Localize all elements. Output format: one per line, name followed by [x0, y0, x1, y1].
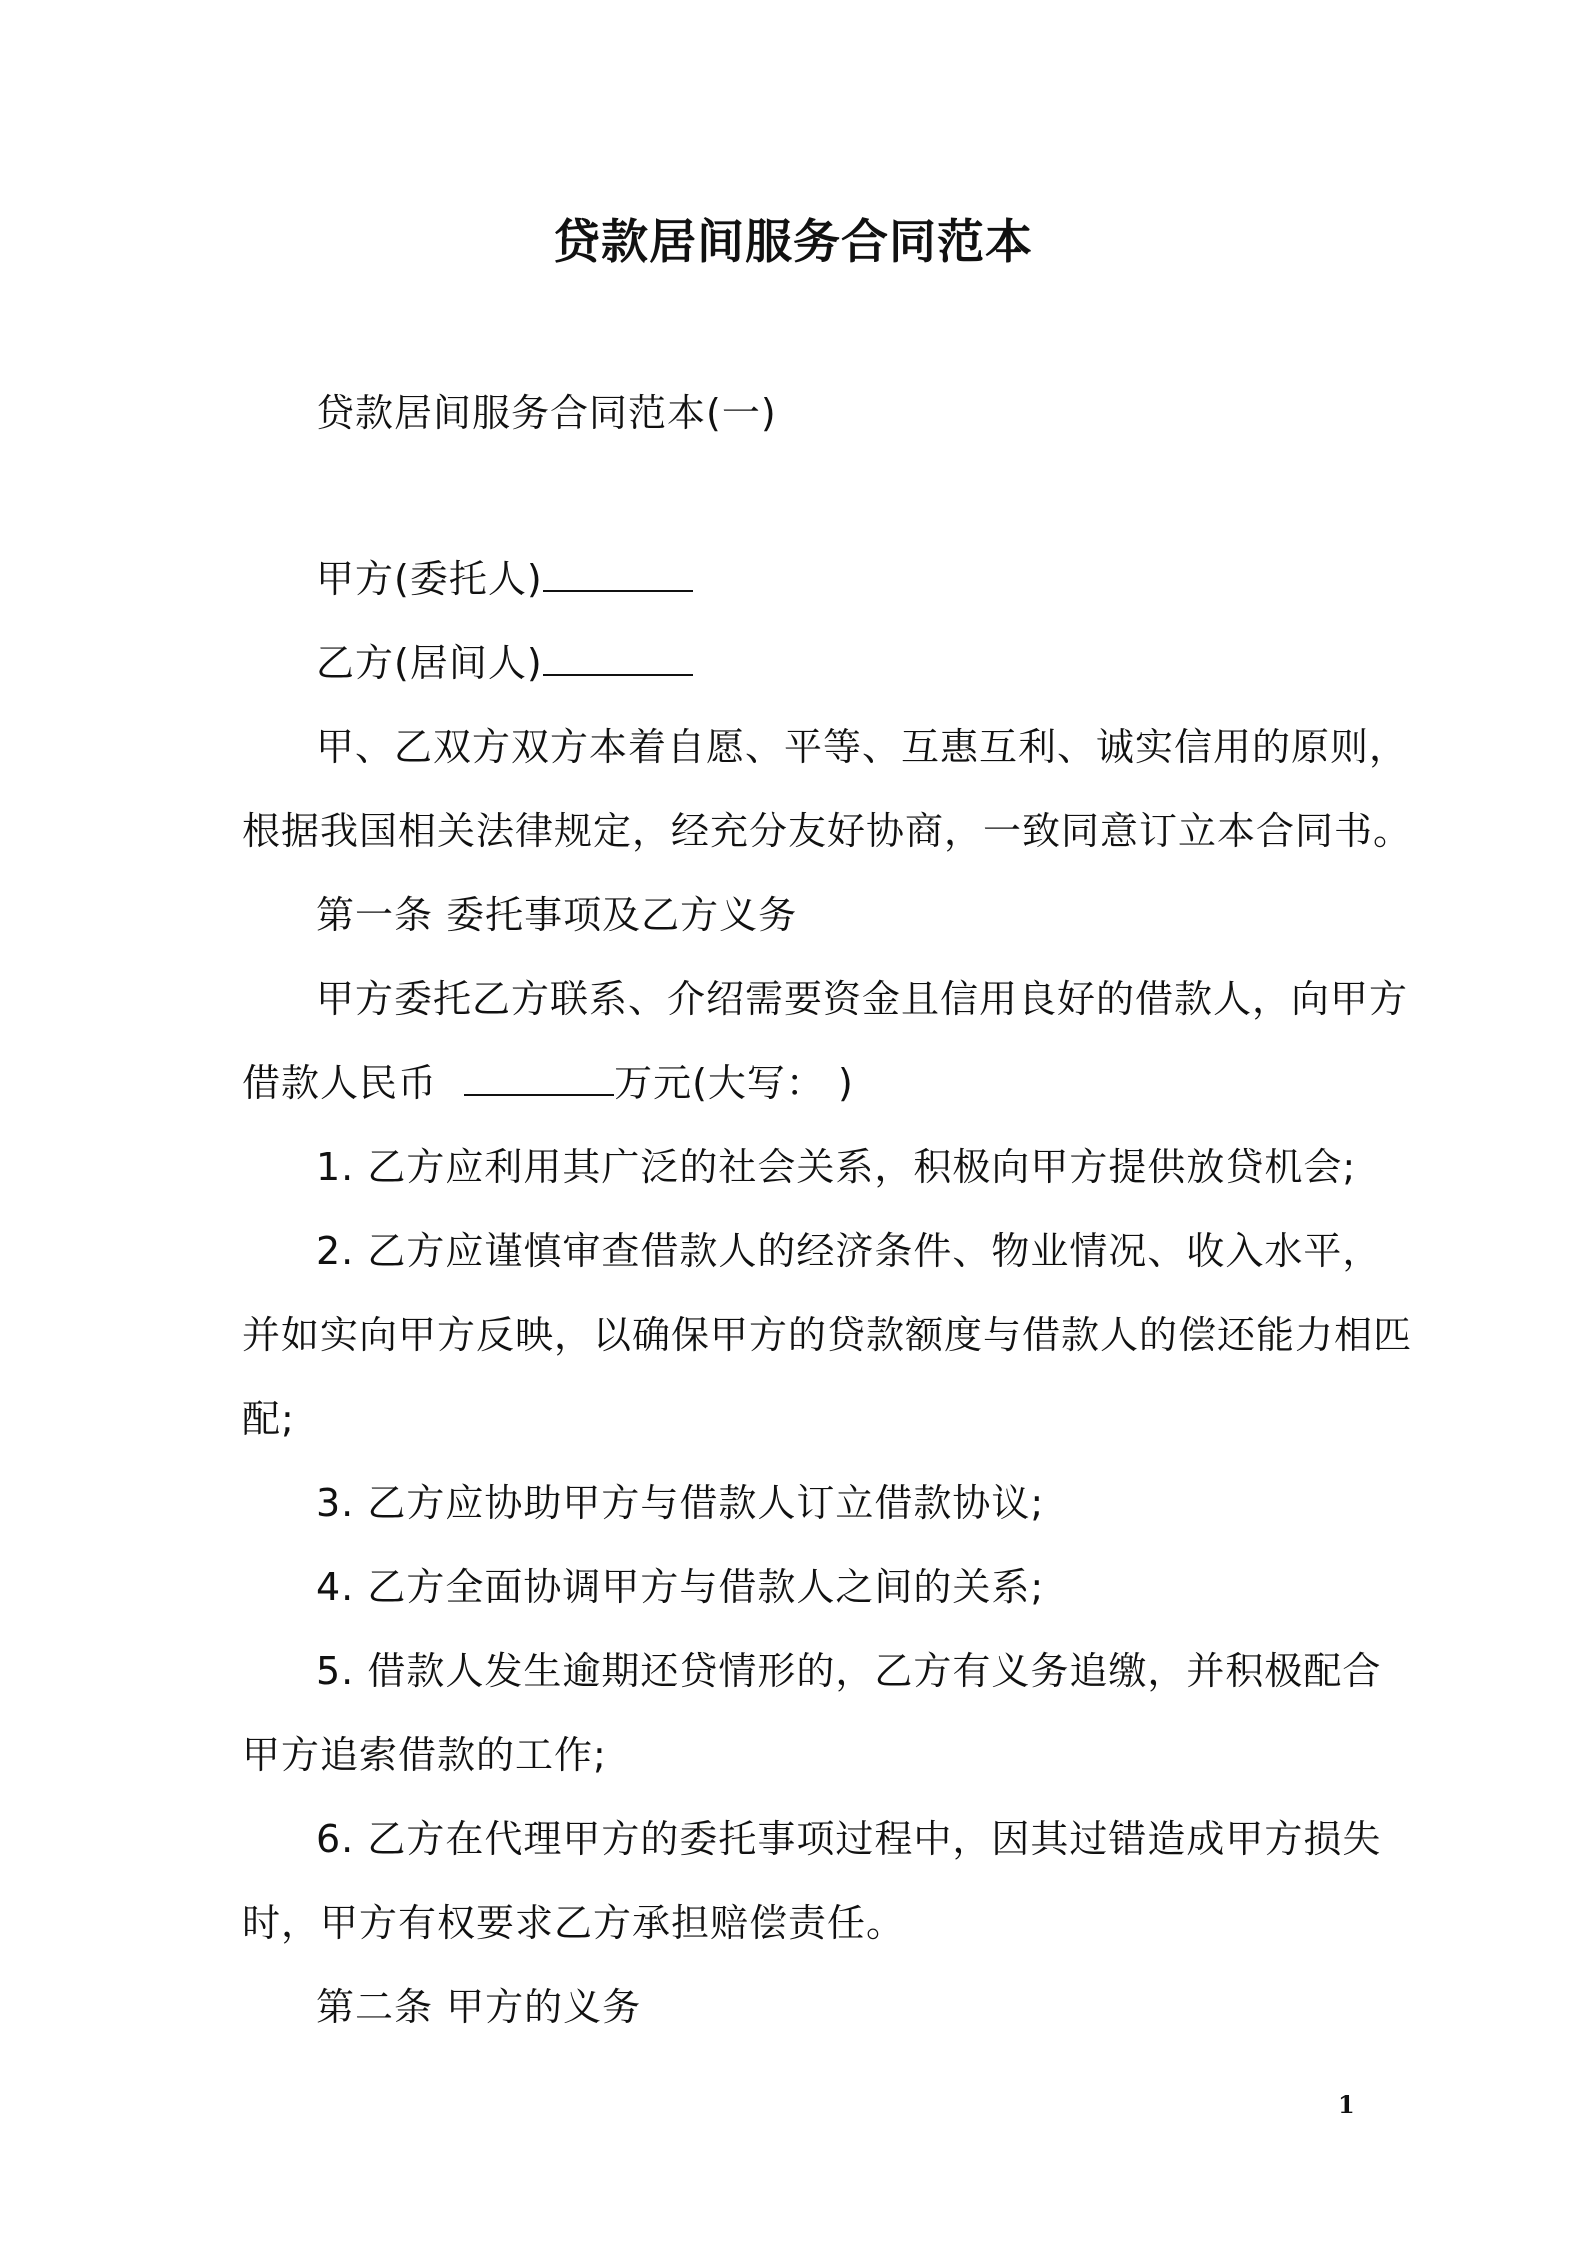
item-5-line-2: 甲方追索借款的工作; — [242, 1733, 607, 1777]
preamble-line-2: 根据我国相关法律规定，经充分友好协商，一致同意订立本合同书。 — [242, 809, 1413, 853]
item-2-line-3: 配; — [242, 1397, 295, 1441]
loan-amount-label: 借款人民币 — [242, 1061, 438, 1105]
party-a-blank — [543, 589, 693, 592]
article1-heading: 第一条 委托事项及乙方义务 — [316, 893, 798, 937]
item-3: 3. 乙方应协助甲方与借款人订立借款协议; — [316, 1481, 1045, 1525]
party-b-line — [316, 632, 693, 687]
preamble-line-1: 甲、乙双方双方本着自愿、平等、互惠互利、诚实信用的原则， — [316, 725, 1409, 769]
item-5-line-1: 5. 借款人发生逾期还贷情形的，乙方有义务追缴，并积极配合 — [316, 1649, 1382, 1693]
document-title: 贷款居间服务合同范本 — [553, 215, 1033, 270]
item-6-line-1: 6. 乙方在代理甲方的委托事项过程中，因其过错造成甲方损失 — [316, 1817, 1382, 1861]
party-a-label: 甲方(委托人) — [316, 557, 543, 601]
item-1: 1. 乙方应利用其广泛的社会关系，积极向甲方提供放贷机会; — [316, 1145, 1357, 1189]
article2-heading: 第二条 甲方的义务 — [316, 1985, 642, 2029]
loan-amount-unit: 万元(大写： ) — [614, 1061, 854, 1105]
item-6-line-2: 时，甲方有权要求乙方承担赔偿责任。 — [242, 1901, 906, 1945]
article1-intro-line-2 — [242, 1052, 854, 1107]
item-2-line-1: 2. 乙方应谨慎审查借款人的经济条件、物业情况、收入水平， — [316, 1229, 1382, 1273]
party-b-label: 乙方(居间人) — [316, 641, 543, 685]
item-2-line-2: 并如实向甲方反映，以确保甲方的贷款额度与借款人的偿还能力相匹 — [242, 1313, 1413, 1357]
party-a-line — [316, 548, 693, 603]
contract-subtitle: 贷款居间服务合同范本(一) — [316, 391, 777, 435]
item-4: 4. 乙方全面协调甲方与借款人之间的关系; — [316, 1565, 1045, 1609]
party-b-blank — [543, 673, 693, 676]
loan-amount-blank — [464, 1093, 614, 1096]
page-number: 1 — [1338, 2090, 1355, 2119]
article1-intro-line-1: 甲方委托乙方联系、介绍需要资金且信用良好的借款人，向甲方 — [316, 977, 1409, 1021]
